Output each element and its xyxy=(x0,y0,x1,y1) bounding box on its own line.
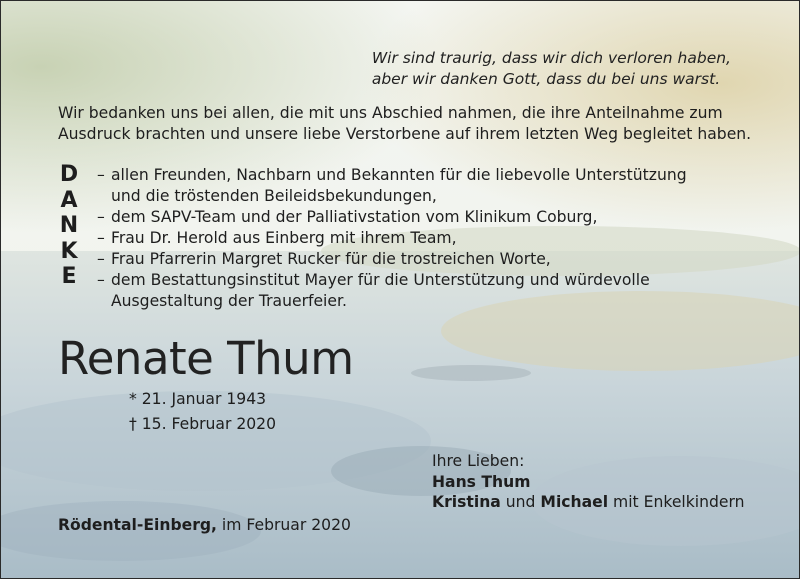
dash: – xyxy=(97,271,105,289)
danke-letter: K xyxy=(60,238,78,264)
danke-letter: N xyxy=(59,213,79,238)
place-location: Rödental-Einberg, xyxy=(58,516,217,534)
family-signature xyxy=(432,451,745,513)
intro-text xyxy=(58,103,751,145)
thanks-item-text: allen Freunden, Nachbarn und Bekannten für die liebevolle Unterstützung xyxy=(111,166,687,184)
quote xyxy=(372,48,731,89)
place-date: im Februar 2020 xyxy=(216,516,351,534)
family-heading: Ihre Lieben: xyxy=(432,452,525,470)
thanks-list xyxy=(97,165,687,312)
place-and-date xyxy=(58,515,351,536)
dash: – xyxy=(97,250,105,268)
birth-date: * 21. Januar 1943 xyxy=(129,390,267,408)
thanks-item-text: Frau Pfarrerin Margret Rucker für die trostreichen Worte, xyxy=(111,250,551,268)
intro-line-1: Wir bedanken uns bei allen, die mit uns Abschied nahmen, die ihre Anteilnahme zum xyxy=(58,104,723,122)
family-conjunction: und xyxy=(500,493,541,511)
thanks-item-text: dem Bestattungsinstitut Mayer für die Unterstützung und würdevolle xyxy=(111,271,650,289)
quote-line-2: aber wir danken Gott, dass du bei uns warst. xyxy=(371,69,721,88)
thanks-item xyxy=(97,270,687,312)
intro-line-2: Ausdruck brachten und unsere liebe Verstorbene auf ihrem letzten Weg begleitet haben. xyxy=(58,125,752,143)
family-suffix: mit Enkelkindern xyxy=(608,493,745,511)
family-member-name: Michael xyxy=(540,493,609,511)
thanks-item xyxy=(97,165,687,207)
life-dates xyxy=(129,387,276,437)
danke-letter: A xyxy=(60,187,78,213)
deceased-name: Renate Thum xyxy=(58,332,354,385)
thanks-item xyxy=(97,228,687,249)
dash: – xyxy=(97,229,105,247)
quote-line-1: Wir sind traurig, dass wir dich verloren haben, xyxy=(371,49,731,67)
thanks-item xyxy=(97,207,687,228)
thanks-item-continuation: Ausgestaltung der Trauerfeier. xyxy=(111,292,347,310)
family-member-name: Kristina xyxy=(432,493,501,511)
danke-vertical-heading xyxy=(58,162,80,290)
dash: – xyxy=(97,208,105,226)
danke-letter: D xyxy=(59,162,79,187)
dash: – xyxy=(97,166,105,184)
danke-letter: E xyxy=(61,264,77,289)
thanks-item-text: Frau Dr. Herold aus Einberg mit ihrem Team, xyxy=(111,229,457,247)
thanks-item xyxy=(97,249,687,270)
thanks-item-continuation: und die tröstenden Beileidsbekundungen, xyxy=(111,187,437,205)
thanks-item-text: dem SAPV-Team und der Palliativstation vom Klinikum Coburg, xyxy=(111,208,598,226)
family-member-name: Hans Thum xyxy=(432,472,531,491)
death-date: † 15. Februar 2020 xyxy=(129,415,277,433)
